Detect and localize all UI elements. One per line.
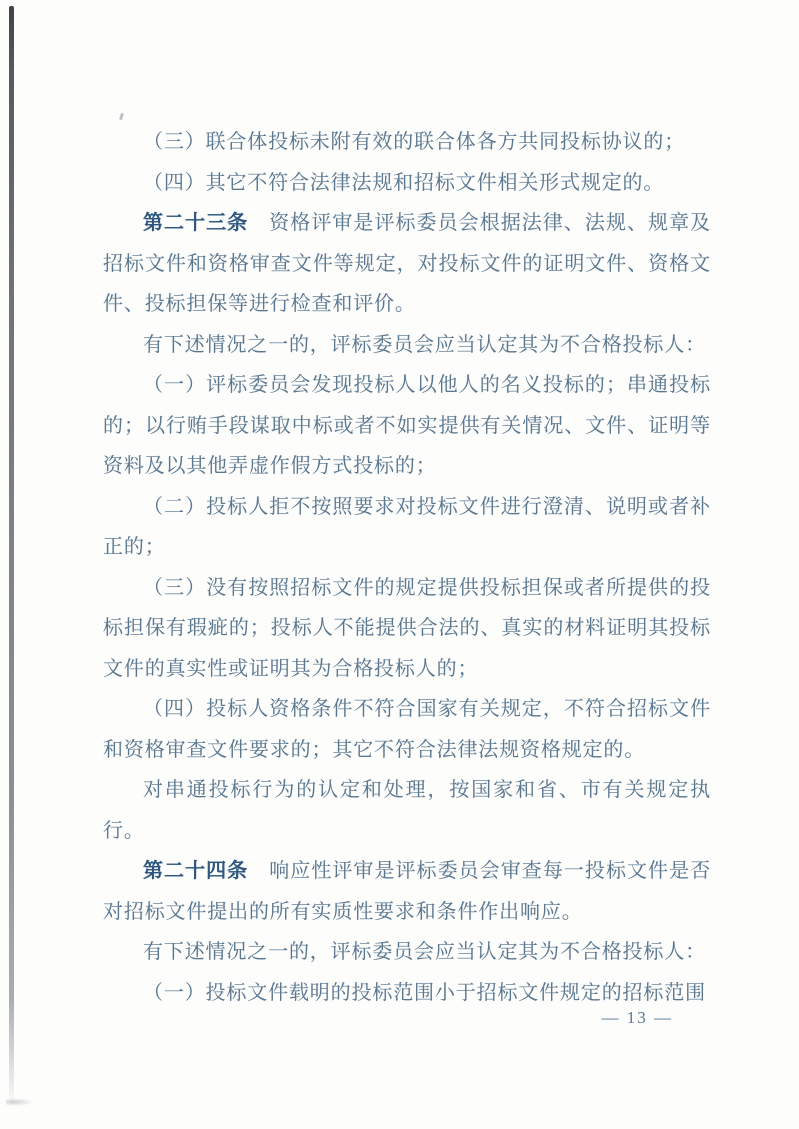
article-number: 第二十三条 — [143, 212, 249, 234]
article-body: 响应性评审是评标委员会审查每一投标文件是否对招标文件提出的所有实质性要求和条件作出响应。 — [103, 860, 711, 923]
scan-edge-artifact — [9, 6, 14, 1108]
body-paragraph: 有下述情况之一的，评标委员会应当认定其为不合格投标人： — [143, 941, 706, 963]
article-paragraph — [103, 203, 711, 325]
article-number: 第二十四条 — [143, 860, 249, 882]
scan-edge-shadow — [6, 1098, 34, 1106]
article-body: 资格评审是评标委员会根据法律、法规、规章及招标文件和资格审查文件等规定，对投标文件的证明文件、资格文件、投标担保等进行检查和评价。 — [103, 212, 711, 315]
clause-item: （一）投标文件载明的投标范围小于招标文件规定的招标范围 — [143, 981, 706, 1004]
scan-speck — [119, 113, 124, 121]
clause-item: （四）投标人资格条件不符合国家有关规定，不符合招标文件和资格审查文件要求的；其它不符合法律法规资格规定的。 — [103, 698, 711, 761]
page-number: — 13 — — [601, 1008, 673, 1027]
clause-item: （三）联合体投标未附有效的联合体各方共同投标协议的； — [143, 131, 686, 153]
clause-item: （三）没有按照招标文件的规定提供投标担保或者所提供的投标担保有瑕疵的；投标人不能提供合法的、真实的材料证明其投标文件的真实性或证明其为合格投标人的； — [103, 576, 711, 680]
clause-item: （二）投标人拒不按照要求对投标文件进行澄清、说明或者补正的； — [103, 495, 711, 558]
body-paragraph: 有下述情况之一的，评标委员会应当认定其为不合格投标人： — [143, 333, 706, 356]
clause-item: （四）其它不符合法律法规和招标文件相关形式规定的。 — [143, 171, 665, 194]
article-paragraph — [103, 851, 711, 932]
clause-item: （一）评标委员会发现投标人以他人的名义投标的；串通投标的；以行贿手段谋取中标或者不如实提供有关情况、文件、证明等资料及以其他弄虚作假方式投标的； — [103, 374, 711, 477]
body-paragraph: 对串通投标行为的认定和处理，按国家和省、市有关规定执行。 — [103, 779, 711, 842]
page-content — [103, 122, 711, 1013]
